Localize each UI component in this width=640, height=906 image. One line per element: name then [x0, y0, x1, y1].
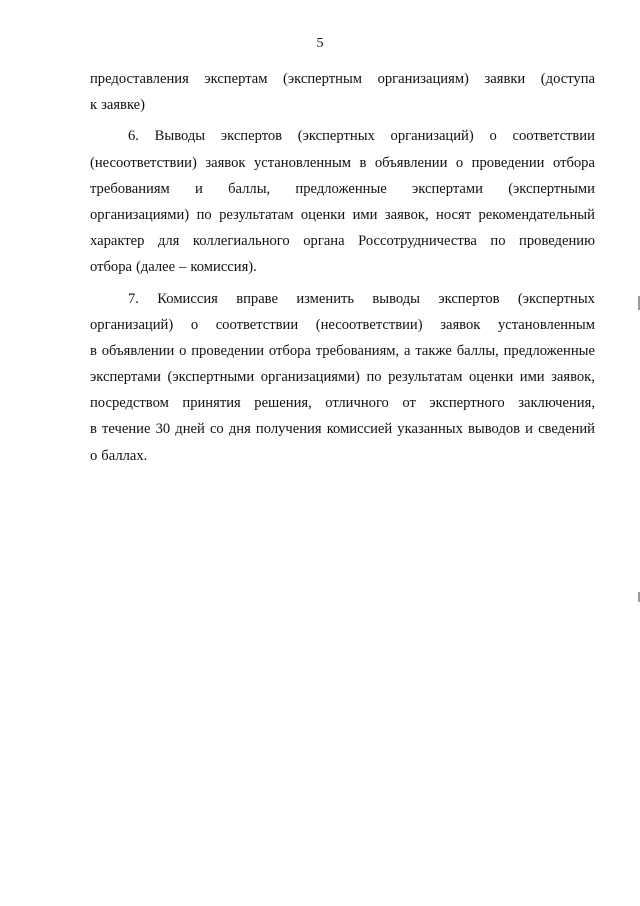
word: объявлении: [374, 154, 448, 171]
word: а: [404, 342, 411, 359]
word: соответствии: [215, 316, 299, 333]
word: носят: [436, 206, 472, 223]
word: установленным: [253, 154, 351, 171]
word: получения: [255, 421, 322, 438]
word: требованиям: [90, 180, 170, 197]
word: к: [90, 97, 98, 114]
word: заключения,: [518, 395, 595, 412]
text-line: [90, 228, 595, 254]
word: о: [455, 154, 464, 171]
text-line: [90, 364, 595, 390]
text-line: [90, 176, 595, 202]
word: о: [90, 447, 98, 464]
word: предложенные: [295, 180, 387, 197]
word: организациями): [90, 206, 190, 223]
word: экспертов: [220, 128, 283, 145]
text-line: [90, 338, 595, 364]
word: от: [402, 395, 416, 412]
word: требованиям,: [315, 342, 400, 359]
word: баллы,: [456, 342, 499, 359]
word: (экспертных: [517, 290, 595, 307]
word: (экспертными: [167, 369, 255, 386]
word: экспертам: [204, 71, 268, 87]
word: 30: [155, 421, 171, 438]
word: проведении: [471, 154, 545, 171]
word: баллах.: [101, 447, 148, 464]
word: проведению: [519, 233, 595, 250]
word: оценки: [468, 369, 514, 386]
word: по: [196, 206, 212, 223]
word: ими: [352, 206, 378, 223]
word: (доступа: [540, 71, 595, 87]
text-line: [90, 123, 595, 149]
word: 6.: [128, 128, 139, 145]
word: предложенные: [503, 342, 595, 359]
word: и: [195, 180, 203, 197]
word: экспертов: [438, 290, 500, 307]
word: заявок: [205, 154, 246, 171]
page-number: 5: [316, 36, 324, 51]
text-line: [90, 416, 595, 442]
word: дня: [228, 421, 251, 438]
word: комиссия).: [190, 259, 257, 276]
document-body: [90, 66, 595, 469]
word: Выводы: [154, 128, 206, 145]
word: по: [490, 233, 506, 250]
word: сведений: [538, 421, 595, 438]
word: объявлении: [101, 342, 175, 359]
word: (несоответствии): [315, 316, 423, 333]
paragraph-item-6: [90, 123, 595, 280]
word: вправе: [236, 290, 278, 307]
paragraph-item-7: [90, 286, 595, 469]
word: заявок,: [384, 206, 429, 223]
word: организациям): [377, 71, 469, 87]
word: отличного: [325, 395, 389, 412]
word: (далее: [135, 259, 176, 276]
word: по: [366, 369, 382, 386]
word: оценки: [300, 206, 346, 223]
word: организаций): [390, 128, 474, 145]
word: со: [209, 421, 224, 438]
word: заявок,: [551, 369, 595, 386]
word: –: [179, 259, 187, 276]
word: коллегиального: [192, 233, 290, 250]
word: указанных: [397, 421, 463, 438]
word: результатам: [219, 206, 294, 223]
word: заявок: [440, 316, 481, 333]
word: в: [90, 421, 97, 438]
text-line: [90, 202, 595, 228]
word: также: [415, 342, 452, 359]
word: отбора: [268, 342, 311, 359]
word: экспертами: [411, 180, 483, 197]
text-line: [90, 286, 595, 312]
word: органа: [303, 233, 345, 250]
word: о: [190, 316, 199, 333]
word: для: [157, 233, 180, 250]
word: отбора: [90, 259, 132, 276]
word: и: [525, 421, 533, 438]
paragraph-continuation: [90, 66, 595, 118]
word: 7.: [128, 290, 139, 307]
word: проведении: [191, 342, 265, 359]
word: баллы,: [228, 180, 271, 197]
word: о: [179, 342, 187, 359]
text-line: [90, 150, 595, 176]
word: о: [489, 128, 497, 145]
text-line: [90, 443, 595, 469]
word: экспертного: [429, 395, 505, 412]
word: (экспертных: [297, 128, 375, 145]
word: (экспертными: [508, 180, 595, 197]
word: организаций): [90, 316, 174, 333]
word: заявке): [101, 97, 146, 114]
text-line: [90, 312, 595, 338]
word: комиссией: [326, 421, 393, 438]
word: экспертами: [90, 369, 161, 386]
word: Комиссия: [157, 290, 218, 307]
text-line: [90, 254, 595, 280]
word: в: [90, 342, 97, 359]
word: характер: [90, 233, 145, 250]
word: посредством: [90, 395, 169, 412]
word: выводы: [372, 290, 420, 307]
word: соответствии: [512, 128, 595, 145]
word: Россотрудничества: [358, 233, 477, 250]
word: выводов: [468, 421, 521, 438]
word: в: [359, 154, 367, 171]
text-line: [90, 390, 595, 416]
word: организациями): [260, 369, 360, 386]
word: принятия: [182, 395, 241, 412]
word: решения,: [254, 395, 312, 412]
text-line: [90, 92, 595, 118]
word: установленным: [497, 316, 595, 333]
word: результатам: [388, 369, 463, 386]
word: отбора: [552, 154, 595, 171]
word: дней: [175, 421, 205, 438]
word: заявки: [484, 71, 526, 87]
word: изменить: [296, 290, 355, 307]
word: (несоответствии): [90, 154, 197, 171]
word: предоставления: [90, 71, 189, 87]
word: рекомендательный: [478, 206, 595, 223]
word: ими: [519, 369, 545, 386]
word: течение: [102, 421, 151, 438]
word: (экспертным: [283, 71, 362, 87]
text-line: [90, 66, 595, 92]
